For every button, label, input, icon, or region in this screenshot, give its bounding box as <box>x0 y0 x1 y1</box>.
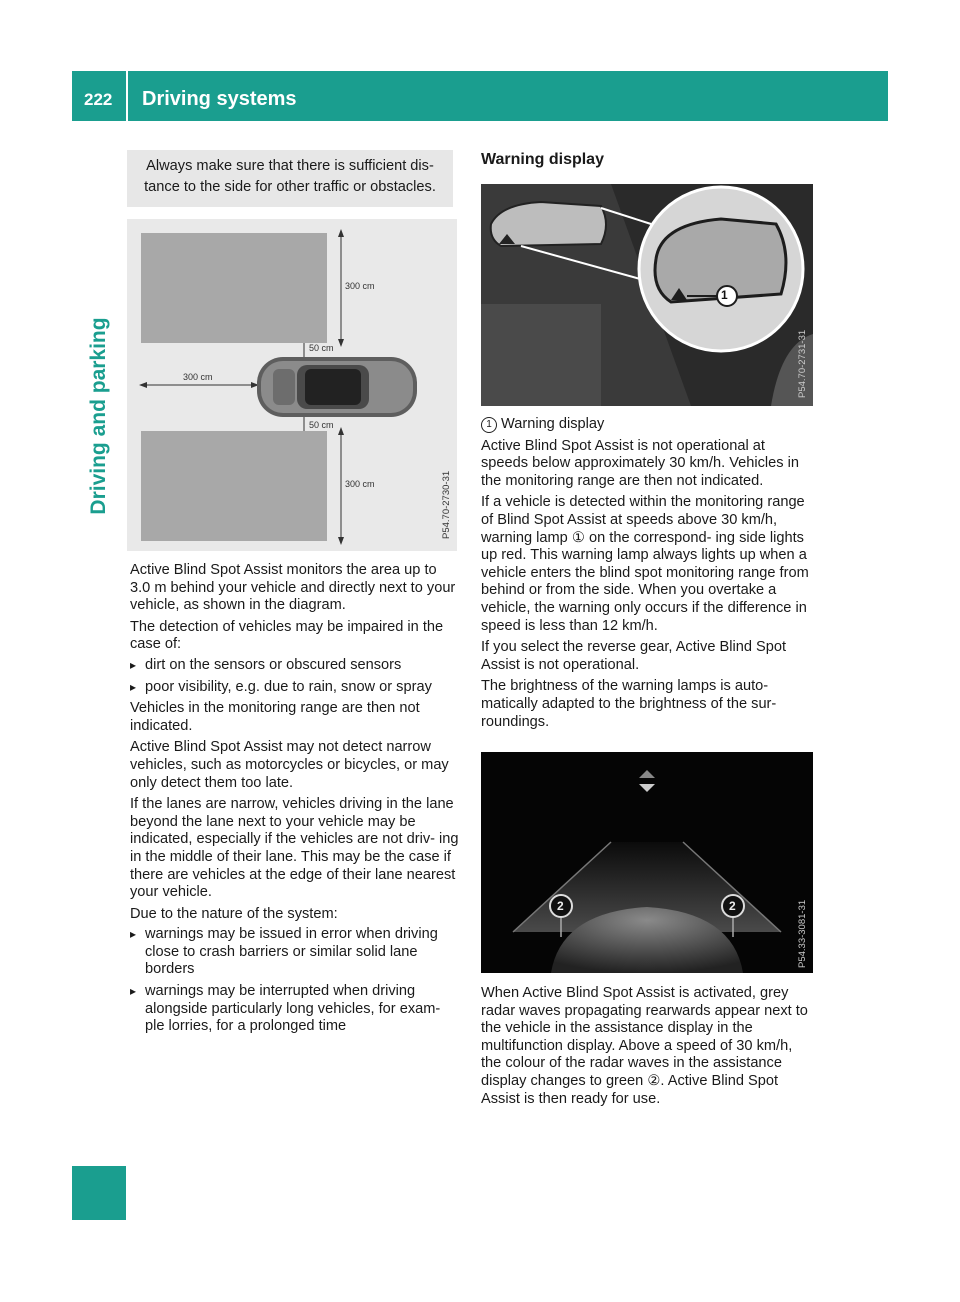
body-paragraph: Active Blind Spot Assist monitors the area up to 3.0 m behind your vehicle and directly next to your vehicle, as shown in the diagram. <box>130 562 456 614</box>
dimension-label: 50 cm <box>309 420 334 430</box>
list-item: ▸ warnings may be interrupted when driving alongside particularly long vehicles, for exam- ple lorries, for a prolonged time <box>130 983 460 1036</box>
body-paragraph: Active Blind Spot Assist may not detect narrow vehicles, such as motorcycles or bicycles, or may only detect them too late. <box>130 739 449 791</box>
figure-code: P54.70-2731-31 <box>797 329 808 398</box>
mirror-photo-svg <box>481 184 813 406</box>
assistance-display-svg <box>481 752 813 973</box>
page-title: Driving systems <box>142 88 297 110</box>
body-paragraph: The brightness of the warning lamps is auto- matically adapted to the brightness of the sur- roundings. <box>481 678 777 730</box>
list-item: ▸ poor visibility, e.g. due to rain, snow or spray <box>130 679 460 697</box>
dimension-label: 50 cm <box>309 343 334 353</box>
figure-caption <box>481 416 813 434</box>
right-column <box>481 150 813 1108</box>
bullet-list <box>130 926 460 1036</box>
dimension-label: 300 cm <box>345 281 375 291</box>
body-paragraph: If you select the reverse gear, Active Blind Spot Assist is not operational. <box>481 639 787 673</box>
range-zone-bottom <box>141 431 327 541</box>
dimension-label: 300 cm <box>345 479 375 489</box>
figure-code: P54.70-2730-31 <box>441 470 452 539</box>
note-box: Always make sure that there is sufficient dis- tance to the side for other traffic or obstacles. <box>127 150 453 207</box>
header-divider <box>126 71 128 121</box>
list-item: ▸ warnings may be issued in error when driving close to crash barriers or similar solid lane borders <box>130 926 460 979</box>
callout-marker: 1 <box>481 417 497 433</box>
body-paragraph: When Active Blind Spot Assist is activated, grey radar waves propagating rearwards appear next to the vehicle in the assistance display in the multifunction display. Above a speed of 30 km/h, the colour of the radar waves in the assistance display changes to green ②. Active Blind Spot Assist is then ready for use. <box>481 985 808 1107</box>
body-paragraph: The detection of vehicles may be impaired in the case of: <box>130 618 444 653</box>
body-paragraph: Due to the nature of the system: <box>130 905 338 922</box>
callout-number: 1 <box>721 288 728 302</box>
dimension-label: 300 cm <box>183 372 213 382</box>
callout-number: 2 <box>729 899 736 914</box>
body-paragraph: If the lanes are narrow, vehicles driving in the lane beyond the lane next to your vehicle may be indicated, especially if the vehicles are not driv- ing in the middle of their lane. This may be the case if there are vehicles at the edge of their lane nearest your vehicle. <box>130 796 459 901</box>
monitoring-range-svg <box>127 219 457 551</box>
range-zone-top <box>141 233 327 343</box>
car-top-view <box>257 357 417 417</box>
section-tab-marker <box>72 1166 126 1220</box>
callout-number: 2 <box>557 899 564 914</box>
list-item: ▸ dirt on the sensors or obscured sensors <box>130 657 460 675</box>
figure-code: P54.33-3081-31 <box>797 899 808 969</box>
bullet-list <box>130 657 460 696</box>
body-paragraph: Vehicles in the monitoring range are then not indicated. <box>130 700 420 734</box>
page-number: 222 <box>84 90 113 109</box>
section-heading: Warning display <box>481 151 604 168</box>
warning-display-photo <box>481 184 813 406</box>
body-paragraph: Active Blind Spot Assist is not operational at speeds below approximately 30 km/h. Vehicles in the monitoring range are then not indicated. <box>481 437 799 489</box>
left-column <box>130 150 460 1040</box>
assistance-display-image <box>481 752 813 973</box>
section-tab-label: Driving and parking <box>87 317 110 515</box>
body-paragraph: If a vehicle is detected within the monitoring range of Blind Spot Assist at speeds above 30 km/h, warning lamp ① on the correspond- ing side lights up red. This warning lamp always lights up when a vehicle enters the blind spot monitoring range from behind or from the side. When you overtake a vehicle, the warning only occurs if the difference in speed is less than 12 km/h. <box>481 494 809 634</box>
caption-text: Warning display <box>501 416 605 432</box>
monitoring-range-diagram <box>127 219 457 551</box>
